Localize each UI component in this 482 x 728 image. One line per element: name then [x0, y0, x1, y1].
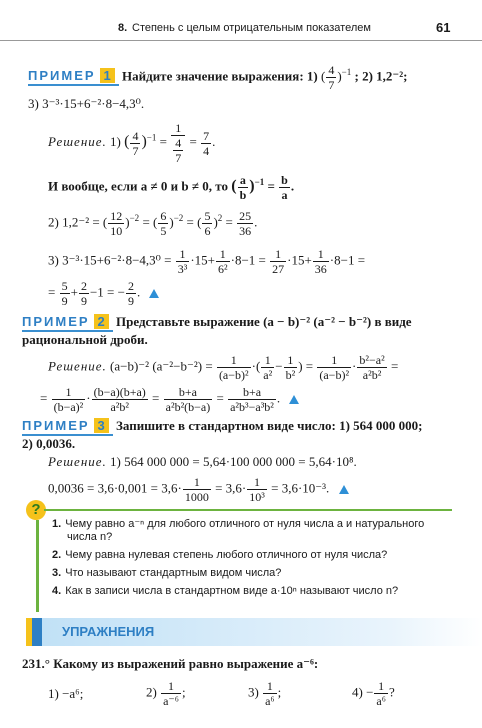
example-2-tag: ПРИМЕР 2	[22, 314, 113, 332]
example-1-line2: 3) 3⁻³·15+6⁻²·8−4,3⁰.	[28, 96, 145, 111]
example-3-line2: 2) 0,0036.	[22, 436, 76, 451]
page-number: 61	[436, 20, 451, 35]
problem-number: 231.°	[22, 656, 50, 671]
example-1: ПРИМЕР 1 Найдите значение выражения: 1) ( $\frac{4}{7}$ )$^{-1}$ ; 2) 1,2⁻²; 3) 3⁻³·15+6⁻²·8−4,3⁰. Решение. 1) ( $\frac{4}{7}$ )$^{-1}$ = $\frac{1}{\frac{4}{7}}$ = $\frac{7}{4}$ . И вообще, если a ≠ 0 и b ≠ 0, то ( $\frac{a}{b}$ )$^{-1}$ = $\frac{b}{a}$ . 2) 1,2⁻² = ( $\frac{12}{10}$ )$^{-2}$ = ( $\frac{6}{5}$ )$^{-2}$ = ( $\frac{5}{6}$ )$^2$ = $\frac{25}{36}$ . 3) 3⁻³·15+6⁻²·8−4,3⁰ = $\frac{1}{\text{3³}}$ ·15+ $\frac{1}{\text{6²}}$ ·8−1 = $\frac{1}{27}$ ·15+ $\frac{1}{36}$ ·8−1 = = $\frac{5}{9}$ + $\frac{2}{9}$ −1 = − $\frac{2}{9}$ .	[28, 63, 408, 308]
end-triangle-icon-2	[289, 395, 299, 404]
exercises-title: УПРАЖНЕНИЯ	[62, 624, 155, 639]
question-4: 4. Как в записи числа в стандартном виде a·10ⁿ называют число n?	[52, 585, 399, 597]
page-header	[0, 18, 482, 41]
problem-text: Какому из выражений равно выражение a⁻⁶:	[53, 656, 319, 671]
problem-231	[22, 656, 318, 672]
sol3-cont2: ·8−1 =	[230, 252, 266, 268]
sol4-tail: −1 = −	[89, 284, 125, 300]
end-triangle-icon-3	[339, 485, 349, 494]
sol3-prefix: 3) 3⁻³·15+6⁻²·8−4,3⁰ =	[48, 252, 172, 268]
ex3-sol2-mid: = 3,6·	[215, 480, 247, 496]
general-rule: И вообще, если a ≠ 0 и b ≠ 0, то	[48, 178, 228, 194]
example-3: ПРИМЕР 3 Запишите в стандартном виде число: 1) 564 000 000; 2) 0,0036. Решение. 1) 564 000 000 = 5,64·100 000 000 = 5,64·10⁸. 0,0036 = 3,6·0,001 = 3,6· $\frac{1}{1000}$ = 3,6· $\frac{1}{\text{10³}}$ = 3,6·10⁻³.	[22, 418, 423, 504]
example-2-task: Представьте выражение (a − b)⁻² (a⁻² − b⁻²) в виде	[116, 314, 412, 329]
ex2-sol-prefix: (a−b)⁻² (a⁻²−b⁻²) =	[110, 358, 213, 374]
green-top-line	[44, 509, 452, 511]
ex3-sol1: 1) 564 000 000 = 5,64·100 000 000 = 5,64·10⁸.	[110, 454, 357, 469]
chapter-title: Степень с целым отрицательным показателем	[132, 22, 371, 34]
solution-word-2: Решение.	[48, 358, 107, 374]
end-triangle-icon	[149, 289, 159, 298]
question-2: 2. Чему равна нулевая степень любого отличного от нуля числа?	[52, 549, 388, 561]
ex3-sol2-prefix: 0,0036 = 3,6·0,001 = 3,6·	[48, 480, 182, 496]
sol2-prefix: 2) 1,2⁻² =	[48, 214, 100, 230]
example-1-task: Найдите значение выражения: 1)	[122, 68, 318, 84]
ex3-sol2-end: = 3,6·10⁻³.	[271, 480, 330, 496]
solution-word-3: Решение.	[48, 454, 107, 469]
solution-word: Решение.	[48, 133, 107, 149]
sol1-prefix: 1)	[110, 133, 121, 149]
banner-accent-blue	[32, 618, 42, 646]
example-3-tag: ПРИМЕР 3	[22, 418, 113, 436]
chapter-number: 8.	[118, 22, 128, 34]
example-2: ПРИМЕР 2 Представьте выражение (a − b)⁻² (a⁻² − b⁻²) в виде рациональной дроби. Решение. (a−b)⁻² (a⁻²−b⁻²) = $\frac{1}{\text{(a−b)²}}$ ·( $\frac{1}{\text{a²}}$ − $\frac{1}{\text{b²}}$ ) = $\frac{1}{\text{(a−b)²}}$ · $\frac{\text{b²−a²}}{\text{a²b²}}$ = = $\frac{1}{\text{(b−a)²}}$ · $\frac{(b-a)(b+a)}{\text{a²b²}}$ = $\frac{b+a}{\text{a²b²(b−a)}}$ = $\frac{b+a}{\text{a²b³−a³b²}}$ .	[22, 314, 412, 414]
example-2-line2: рациональной дроби.	[22, 332, 148, 347]
green-bar	[36, 520, 39, 612]
question-icon: ?	[26, 500, 46, 520]
sol3-cont4: ·8−1 =	[329, 252, 366, 268]
question-3: 3. Что называют стандартным видом числа?	[52, 567, 282, 579]
question-1-cont: числа n?	[67, 531, 113, 543]
example-1-task-rest: ; 2) 1,2⁻²;	[354, 68, 408, 84]
question-1: 1. Чему равно a⁻ⁿ для любого отличного от нуля числа a и натурального	[52, 518, 425, 530]
example-3-task: Запишите в стандартном виде число: 1) 564 000 000;	[116, 418, 423, 433]
option-1: 1) −a⁶;	[48, 686, 84, 701]
option-2: 2) $\frac{1}{\text{a⁻⁶}}$ ;	[146, 679, 186, 708]
sol3-cont: ·15+	[190, 252, 215, 268]
example-1-tag: ПРИМЕР 1	[28, 68, 119, 86]
option-3: 3) $\frac{1}{\text{a⁶}}$ ;	[248, 679, 282, 708]
sol3-cont3: ·15+	[287, 252, 312, 268]
option-4: 4) − $\frac{1}{\text{a⁶}}$ ?	[352, 679, 395, 708]
exercises-banner	[26, 618, 482, 646]
